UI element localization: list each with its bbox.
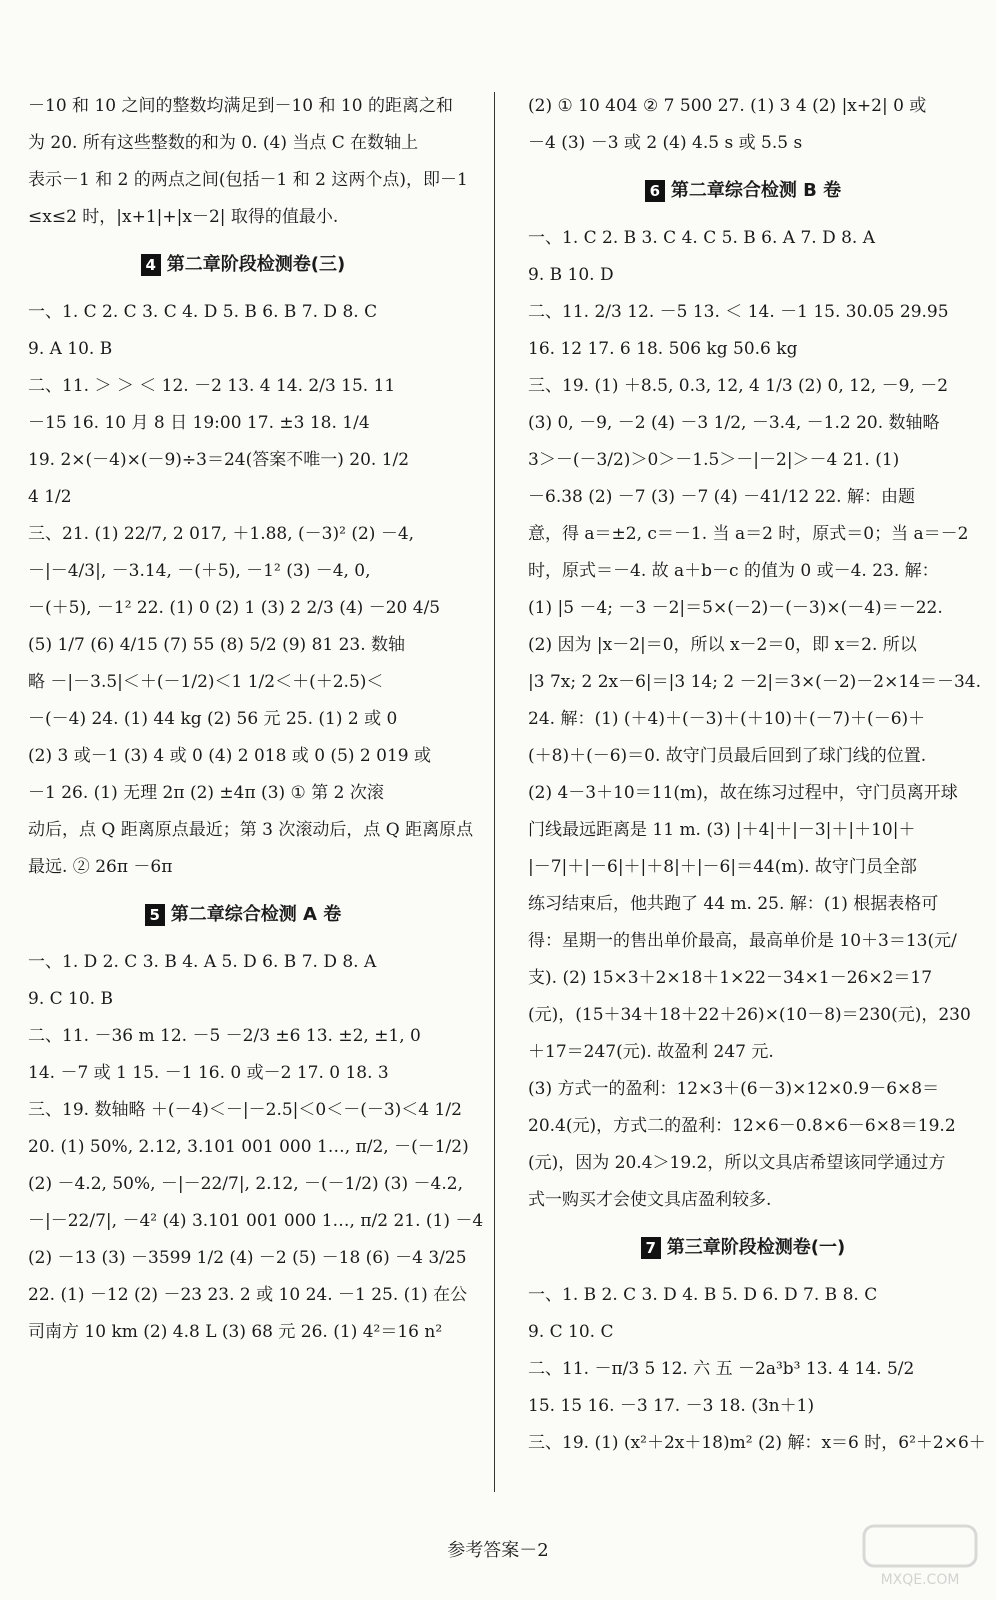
answer-line: 意，得 a＝±2, c＝－1. 当 a＝2 时，原式＝0；当 a＝－2 <box>528 524 969 544</box>
section-title: 第二章综合检测 A 卷 <box>170 904 342 925</box>
answer-line: 15. 15 16. －3 17. －3 18. (3n＋1) <box>528 1396 815 1416</box>
answer-line: －1 26. (1) 无理 2π (2) ±4π (3) ① 第 2 次滚 <box>28 783 384 803</box>
column-divider <box>494 92 495 1492</box>
section-heading <box>28 886 458 944</box>
answer-line: 20.4(元)，方式二的盈利：12×6－0.8×6－6×8＝19.2 <box>528 1116 956 1136</box>
answer-line: 24. 解：(1) (＋4)＋(－3)＋(＋10)＋(－7)＋(－6)＋ <box>528 709 926 729</box>
answer-line: ＋17＝247(元). 故盈利 247 元. <box>528 1042 774 1062</box>
section-number-badge: 5 <box>145 904 165 926</box>
answer-line: －10 和 10 之间的整数均满足到－10 和 10 的距离之和 <box>28 96 453 116</box>
answer-line: －|－22/7|, －4² (4) 3.101 001 000 1…, π/2 21. (1) －4 <box>28 1211 484 1231</box>
section-title: 第三章阶段检测卷(一) <box>666 1237 846 1258</box>
answer-line: (2) 4－3＋10＝11(m)，故在练习过程中，守门员离开球 <box>528 783 958 803</box>
answer-line: 3＞－(－3/2)＞0＞－1.5＞－|－2|＞－4 21. (1) <box>528 450 900 470</box>
answer-line: 得：星期一的售出单价最高，最高单价是 10＋3＝13(元/ <box>528 931 957 951</box>
section-title: 第二章阶段检测卷(三) <box>166 254 346 275</box>
answer-line: 时，原式＝－4. 故 a＋b－c 的值为 0 或－4. 23. 解： <box>528 561 939 581</box>
answer-line: 为 20. 所有这些整数的和为 0. (4) 当点 C 在数轴上 <box>28 133 419 153</box>
answer-line: 三、19. 数轴略 ＋(－4)＜－|－2.5|＜0＜－(－3)＜4 1/2 <box>28 1100 462 1120</box>
answer-line: (1) |5 －4; －3 －2|＝5×(－2)－(－3)×(－4)＝－22. <box>528 598 943 618</box>
answer-line: 19. 2×(－4)×(－9)÷3＝24(答案不唯一) 20. 1/2 <box>28 450 410 470</box>
answer-line: 9. A 10. B <box>28 339 113 359</box>
answer-line: 二、11. 2/3 12. －5 13. ＜ 14. －1 15. 30.05 29.95 <box>528 302 949 322</box>
answer-line: (3) 0, －9, －2 (4) －3 1/2, －3.4, －1.2 20. 数轴略 <box>528 413 940 433</box>
answer-line: |3 7x; 2 2x－6|＝|3 14; 2 －2|＝3×(－2)－2×14＝－34. <box>528 672 981 692</box>
answer-line: 略 －|－3.5|＜＋(－1/2)＜1 1/2＜＋(＋2.5)＜ <box>28 672 384 692</box>
answer-line: 三、21. (1) 22/7, 2 017, ＋1.88, (－3)² (2) －4, <box>28 524 415 544</box>
answer-line: (2) 因为 |x－2|＝0，所以 x－2＝0，即 x＝2. 所以 <box>528 635 917 655</box>
answer-line: 9. C 10. C <box>528 1322 614 1342</box>
answer-line: －6.38 (2) －7 (3) －7 (4) －41/12 22. 解：由题 <box>528 487 915 507</box>
answer-line: 门线最远距离是 11 m. (3) |＋4|＋|－3|＋|＋10|＋ <box>528 820 916 840</box>
watermark-logo <box>860 1520 980 1590</box>
answer-line: 二、11. ＞ ＞ ＜ 12. －2 13. 4 14. 2/3 15. 11 <box>28 376 396 396</box>
answer-line: (5) 1/7 (6) 4/15 (7) 55 (8) 5/2 (9) 81 23. 数轴 <box>28 635 406 655</box>
answer-line: －15 16. 10 月 8 日 19:00 17. ±3 18. 1/4 <box>28 413 370 433</box>
answer-line: (2) －13 (3) －3599 1/2 (4) －2 (5) －18 (6) －4 3/25 <box>28 1248 467 1268</box>
section-heading <box>528 162 958 220</box>
section-number-badge: 4 <box>141 254 161 276</box>
answer-line: (＋8)＋(－6)＝0. 故守门员最后回到了球门线的位置. <box>528 746 927 766</box>
answer-line: 一、1. C 2. B 3. C 4. C 5. B 6. A 7. D 8. A <box>528 228 876 248</box>
answer-line: 16. 12 17. 6 18. 506 kg 50.6 kg <box>528 339 798 359</box>
answer-line: 9. C 10. B <box>28 989 113 1009</box>
answer-line: 9. B 10. D <box>528 265 614 285</box>
answer-line: －|－4/3|, －3.14, －(＋5), －1² (3) －4, 0, <box>28 561 371 581</box>
answer-line: －(－4) 24. (1) 44 kg (2) 56 元 25. (1) 2 或 0 <box>28 709 398 729</box>
answer-line: 二、11. －36 m 12. －5 －2/3 ±6 13. ±2, ±1, 0 <box>28 1026 421 1046</box>
answer-line: 练习结束后，他共跑了 44 m. 25. 解：(1) 根据表格可 <box>528 894 939 914</box>
answer-line: 表示－1 和 2 的两点之间(包括－1 和 2 这两个点)，即－1 <box>28 170 468 190</box>
answer-line: (2) ① 10 404 ② 7 500 27. (1) 3 4 (2) |x+2| 0 或 <box>528 96 927 116</box>
answer-line: (2) －4.2, 50%, －|－22/7|, 2.12, －(－1/2) (3) －4.2, <box>28 1174 463 1194</box>
answer-line: 支). (2) 15×3＋2×18＋1×22－34×1－26×2＝17 <box>528 968 933 988</box>
answer-line: (元)，(15＋34＋18＋22＋26)×(10－8)＝230(元)，230 <box>528 1005 971 1025</box>
answer-line: (3) 方式一的盈利：12×3＋(6－3)×12×0.9－6×8＝ <box>528 1079 940 1099</box>
right-column <box>528 88 986 1462</box>
section-heading <box>528 1219 958 1277</box>
section-number-badge: 7 <box>641 1237 661 1259</box>
section-title: 第二章综合检测 B 卷 <box>670 180 842 201</box>
answer-line: 20. (1) 50%, 2.12, 3.101 001 000 1…, π/2, －(－1/2) <box>28 1137 469 1157</box>
left-column <box>28 88 484 1351</box>
answer-line: 一、1. D 2. C 3. B 4. A 5. D 6. B 7. D 8. A <box>28 952 377 972</box>
answer-line: 动后，点 Q 距离原点最近；第 3 次滚动后，点 Q 距离原点 <box>28 820 474 840</box>
answer-line: －(＋5), －1² 22. (1) 0 (2) 1 (3) 2 2/3 (4) －20 4/5 <box>28 598 441 618</box>
answer-line: 司南方 10 km (2) 4.8 L (3) 68 元 26. (1) 4²＝16 n² <box>28 1322 443 1342</box>
answer-line: (元)，因为 20.4＞19.2，所以文具店希望该同学通过方 <box>528 1153 946 1173</box>
watermark-text: MXQE.COM <box>880 1572 960 1588</box>
answer-line: (2) 3 或－1 (3) 4 或 0 (4) 2 018 或 0 (5) 2 019 或 <box>28 746 431 766</box>
answer-line: ≤x≤2 时，|x+1|+|x－2| 取得的值最小. <box>28 207 339 227</box>
answer-line: |－7|＋|－6|＋|＋8|＋|－6|＝44(m). 故守门员全部 <box>528 857 917 877</box>
page-footer: 参考答案－2 <box>447 1540 549 1561</box>
answer-line: 式一购买才会使文具店盈利较多. <box>528 1190 772 1210</box>
answer-line: 一、1. C 2. C 3. C 4. D 5. B 6. B 7. D 8. C <box>28 302 378 322</box>
answer-line: 三、19. (1) ＋8.5, 0.3, 12, 4 1/3 (2) 0, 12, －9, －2 <box>528 376 949 396</box>
answer-line: 一、1. B 2. C 3. D 4. B 5. D 6. D 7. B 8. C <box>528 1285 878 1305</box>
answer-line: 4 1/2 <box>28 487 72 507</box>
answer-line: 14. －7 或 1 15. －1 16. 0 或－2 17. 0 18. 3 <box>28 1063 389 1083</box>
section-heading <box>28 236 458 294</box>
answer-line: 二、11. －π/3 5 12. 六 五 －2a³b³ 13. 4 14. 5/2 <box>528 1359 915 1379</box>
answer-line: 最远. ② 26π －6π <box>28 857 173 877</box>
answer-line: 三、19. (1) (x²＋2x＋18)m² (2) 解：x＝6 时，6²＋2×6＋ <box>528 1433 986 1453</box>
answer-line: 22. (1) －12 (2) －23 23. 2 或 10 24. －1 25. (1) 在公 <box>28 1285 468 1305</box>
section-number-badge: 6 <box>645 180 665 202</box>
answer-line: －4 (3) －3 或 2 (4) 4.5 s 或 5.5 s <box>528 133 803 153</box>
